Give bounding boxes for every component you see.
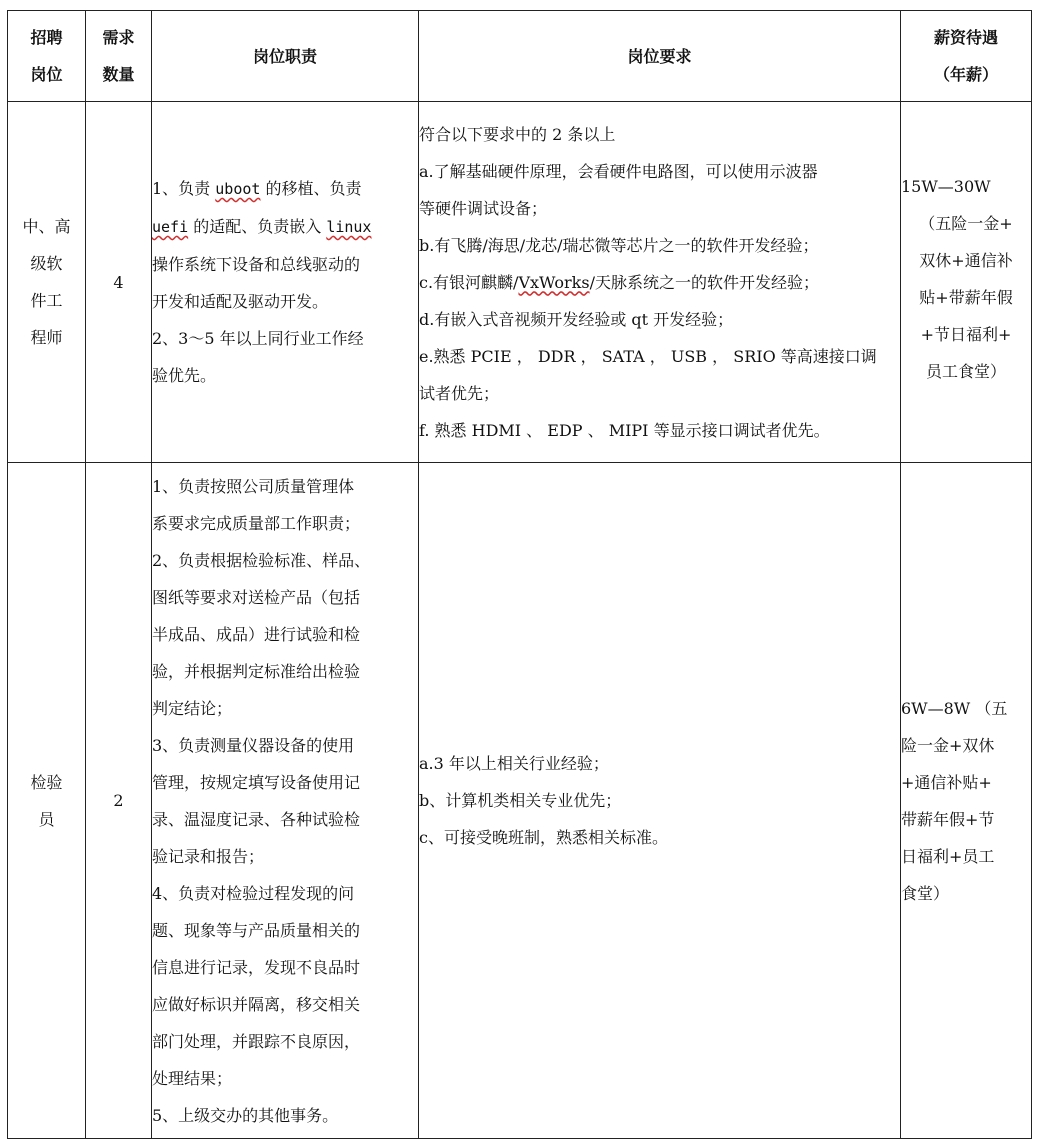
position-title-line: 中、高 [22,217,71,236]
req-line: c、可接受晚班制，熟悉相关标准。 [419,828,668,847]
duty-line: 验记录和报告； [152,846,265,866]
duty-line: 应做好标识并隔离，移交相关 [152,994,361,1014]
table-row [8,102,1032,463]
req-line [419,264,900,301]
salary-line: 险一金+双休 [901,735,995,755]
requirements-cell [419,102,901,463]
header-count-line2: 数量 [102,65,135,84]
duty-term: uboot [215,180,261,198]
position-title-cell [8,102,86,463]
duty-line: 半成品、成品）进行试验和检 [152,624,361,644]
header-row [8,11,1032,102]
requirements-cell [419,463,901,1139]
headcount-cell: 4 [86,102,152,463]
req-text: /天脉系统之一的软件开发经验； [589,272,819,292]
duty-text: 的适配、负责嵌入 [188,217,327,236]
duty-text: 的移植、负责 [260,179,362,198]
duty-term: uefi [152,218,189,236]
header-requirements: 岗位要求 [419,11,901,102]
position-title-line: 件工 [30,291,63,310]
duty-line: 处理结果； [152,1068,233,1088]
duties-cell [152,463,419,1139]
position-title-cell [8,463,86,1139]
salary-line: 员工食堂） [925,362,1006,381]
header-duties: 岗位职责 [152,11,419,102]
table-row [8,463,1032,1139]
duty-line: 录、温湿度记录、各种试验检 [152,809,361,829]
duty-line: 系要求完成质量部工作职责； [152,513,361,533]
duty-line: 开发和适配及驱动开发。 [152,292,329,311]
recruitment-table [7,10,1032,1139]
header-salary-line1: 薪资待遇 [933,28,998,47]
headcount-cell: 2 [86,463,152,1139]
duty-line: 管理，按规定填写设备使用记 [152,772,361,792]
duty-term: linux [326,218,372,236]
duty-line: 3、负责测量仪器设备的使用 [152,735,355,755]
salary-line: 双休+通信补 [919,251,1013,270]
duty-line [152,208,418,246]
req-line: b、计算机类相关专业优先； [419,791,622,810]
position-title-line: 检验 [30,772,63,792]
duty-line: 部门处理，并跟踪不良原因， [152,1031,361,1051]
salary-line: 日福利+员工 [901,846,995,866]
salary-line: 带薪年假+节 [901,809,995,829]
duty-line: 信息进行记录，发现不良品时 [152,957,361,977]
header-position-line1: 招聘 [30,28,63,47]
duty-line: 题、现象等与产品质量相关的 [152,920,361,940]
req-line: a.3 年以上相关行业经验； [419,754,609,773]
req-line: f. 熟悉 HDMI 、 EDP 、 MIPI 等显示接口调试者优先。 [419,420,830,440]
salary-line: 15W—30W [901,177,991,196]
header-count [86,11,152,102]
salary-line: 贴+带薪年假 [919,288,1013,307]
position-title-line: 程师 [30,328,63,347]
req-line: 试者优先； [419,383,500,403]
req-line: 等硬件调试设备； [419,198,548,218]
duty-line: 操作系统下设备和总线驱动的 [152,255,361,274]
duty-line [152,170,418,208]
duty-line: 4、负责对检验过程发现的问 [152,883,355,903]
duty-text: 1、负责 [152,179,216,198]
position-title-line: 级软 [30,254,63,273]
header-salary-line2: （年薪） [933,65,998,84]
salary-cell [901,463,1032,1139]
duty-line: 判定结论； [152,698,233,718]
header-count-line1: 需求 [102,28,135,47]
duties-cell [152,102,419,463]
duty-line: 2、3～5 年以上同行业工作经 [152,329,364,348]
header-salary [901,11,1032,102]
duty-line: 图纸等要求对送检产品（包括 [152,587,361,607]
req-line: 符合以下要求中的 2 条以上 [419,124,616,144]
req-line: d.有嵌入式音视频开发经验或 qt 开发经验； [419,309,734,329]
header-position-line2: 岗位 [30,65,63,84]
recruitment-table-container [7,10,1032,1139]
salary-line: 食堂） [901,883,950,903]
req-term: VxWorks [518,272,590,292]
duty-line: 验，并根据判定标准给出检验 [152,661,361,681]
duty-line: 2、负责根据检验标准、样品、 [152,550,371,570]
req-line: b.有飞腾/海思/龙芯/瑞芯微等芯片之一的软件开发经验； [419,235,819,255]
duty-line: 1、负责按照公司质量管理体 [152,476,355,496]
position-title-line: 员 [38,809,55,829]
req-line: e.熟悉 PCIE ， DDR ， SATA ， USB ， SRIO 等高速接口调 [419,346,877,366]
salary-cell [901,102,1032,463]
salary-line: +通信补贴+ [901,772,992,792]
duty-line: 验优先。 [152,366,217,385]
duty-line: 5、上级交办的其他事务。 [152,1105,339,1125]
salary-line: 6W—8W （五 [901,698,1008,718]
salary-line: +节日福利+ [920,325,1012,344]
salary-line: （五险一金+ [919,214,1013,233]
req-line: a.了解基础硬件原理，会看硬件电路图，可以使用示波器 [419,161,818,181]
header-position [8,11,86,102]
req-text: c.有银河麒麟/ [419,272,519,292]
